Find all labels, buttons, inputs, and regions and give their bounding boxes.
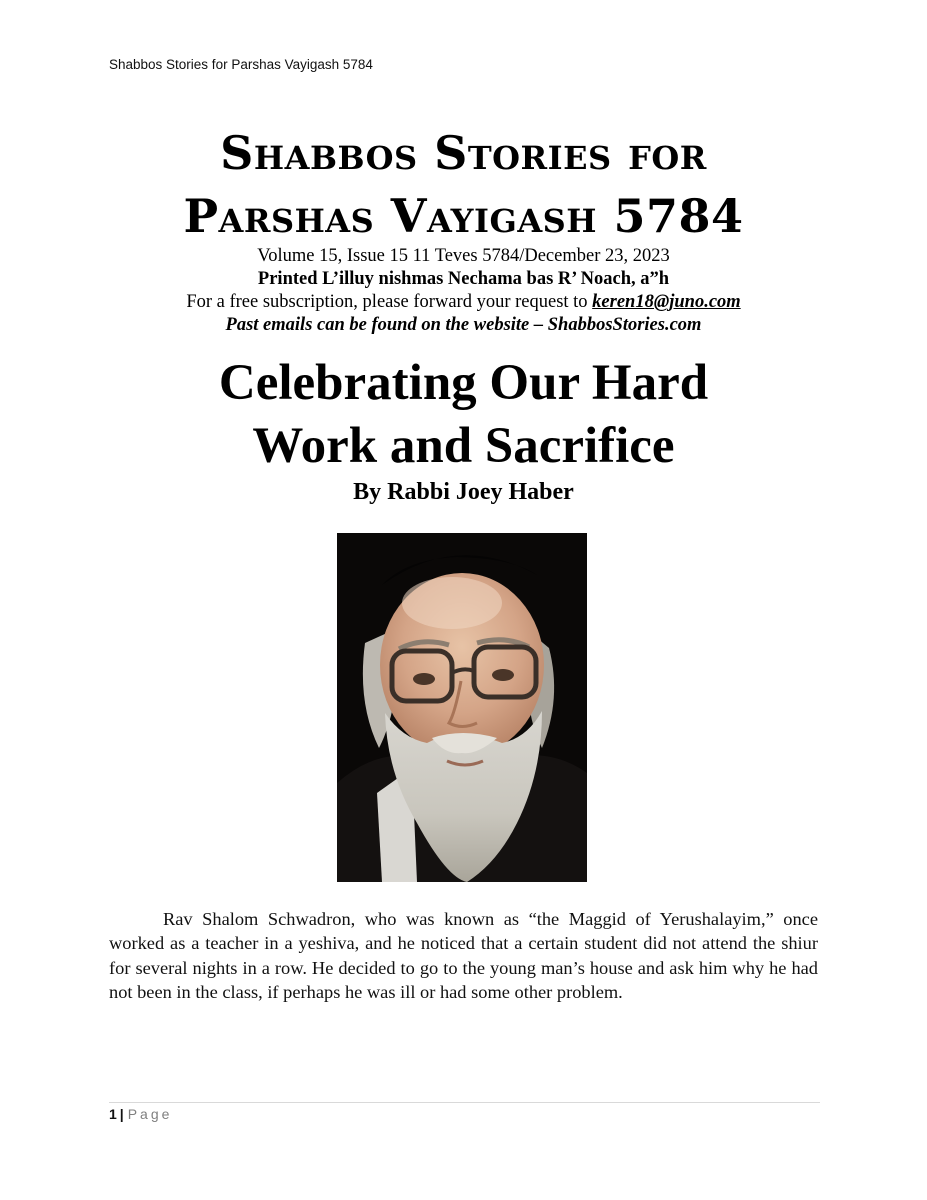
volume-line: Volume 15, Issue 15 11 Teves 5784/December 23, 2023 [257, 246, 670, 266]
page-footer [109, 1106, 172, 1122]
archive-note: Past emails can be found on the website – ShabbosStories.com [225, 315, 702, 335]
article-title [60, 352, 867, 478]
subscription-line [60, 291, 867, 314]
rabbi-portrait-photo [337, 533, 587, 882]
article-title-line-2: Work and Sacrifice [252, 418, 675, 474]
page-number: 1 [109, 1106, 117, 1122]
running-header: Shabbos Stories for Parshas Vayigash 5784 [109, 57, 373, 72]
article-paragraph: Rav Shalom Schwadron, who was known as “the Maggid of Yerushalayim,” once worked as a teacher in a yeshiva, and he noticed that a certain student did not attend the shiur for several nights in a row. He decided to go to the young man’s house and ask him why he had not been in the class, if perhaps he was ill or had some other problem. [109, 909, 818, 1003]
subscription-text: For a free subscription, please forward your request to [186, 292, 593, 312]
subscription-email-link[interactable]: keren18@juno.com [592, 292, 741, 312]
dedication-line: Printed L’illuy nishmas Nechama bas R’ Noach, a”h [257, 269, 670, 289]
article-title-line-1: Celebrating Our Hard [218, 355, 709, 411]
footer-divider [109, 1102, 820, 1103]
masthead-title [60, 122, 867, 248]
footer-separator: | [119, 1106, 124, 1122]
issue-info [60, 245, 867, 337]
masthead-line-1: Shabbos Stories for [220, 126, 707, 180]
page-label: Page [127, 1106, 173, 1122]
byline: By Rabbi Joey Haber [353, 479, 574, 505]
masthead-line-2: Parshas Vayigash 5784 [183, 189, 744, 243]
